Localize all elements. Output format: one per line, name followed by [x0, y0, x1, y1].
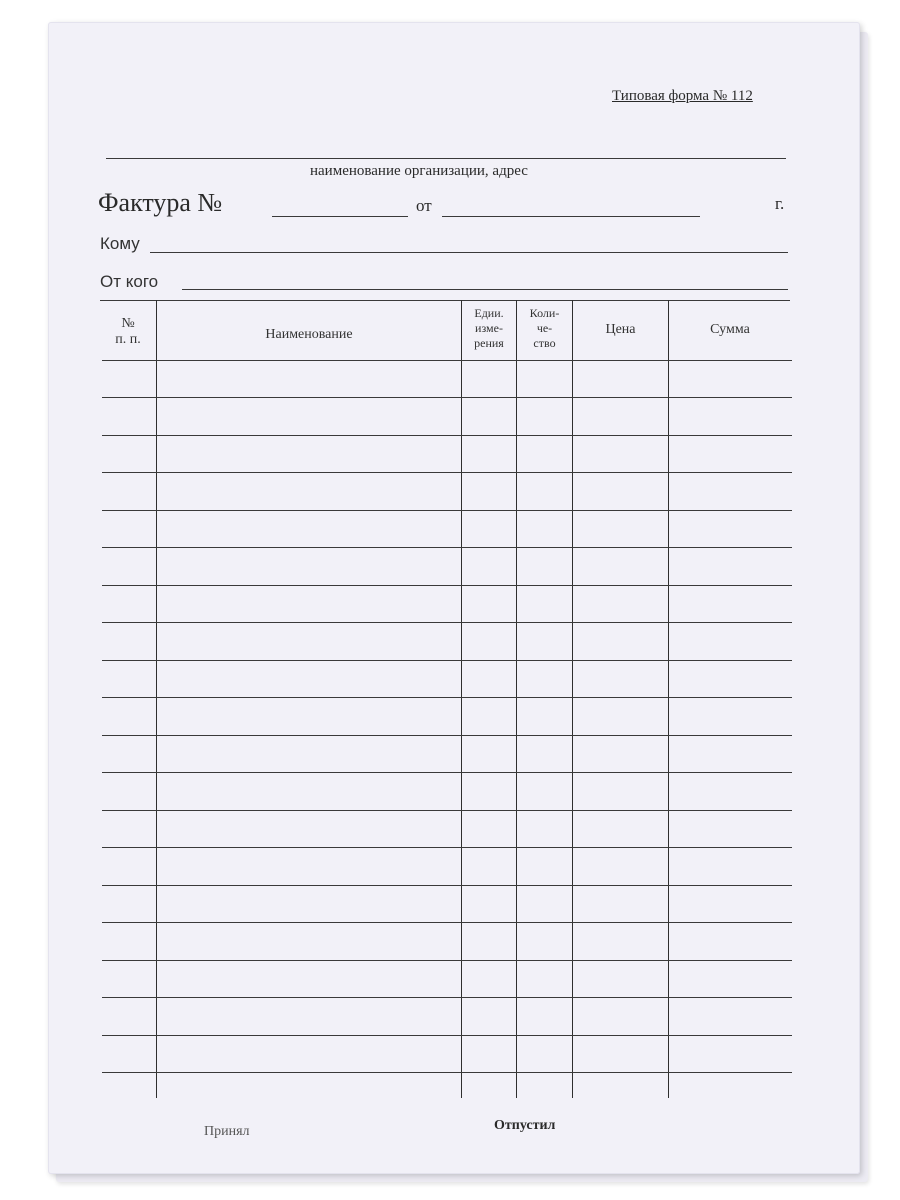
column-divider	[516, 300, 517, 1098]
header-sum-line: Сумма	[710, 322, 750, 337]
received-label: Принял	[204, 1124, 250, 1139]
table-row[interactable]	[102, 360, 792, 361]
column-divider	[668, 300, 669, 1098]
table-row[interactable]	[102, 472, 792, 473]
table-row[interactable]	[102, 510, 792, 511]
table-row[interactable]	[102, 435, 792, 436]
header-unit-line: Едии.	[474, 306, 504, 320]
header-name-line: Наименование	[265, 327, 353, 342]
header-price	[573, 322, 668, 338]
table-row[interactable]	[102, 697, 792, 698]
table-row[interactable]	[102, 772, 792, 773]
table-row[interactable]	[102, 547, 792, 548]
header-qty-line: Коли-	[529, 306, 560, 320]
table-row[interactable]	[102, 660, 792, 661]
invoice-number-line[interactable]	[272, 216, 408, 217]
from-field-line[interactable]	[182, 289, 788, 290]
header-sum	[669, 322, 791, 338]
invoice-title: Фактура №	[98, 188, 223, 217]
table-row[interactable]	[102, 622, 792, 623]
column-divider	[461, 300, 462, 1098]
header-num-line: №	[121, 316, 135, 331]
org-address-caption: наименование организации, адрес	[310, 163, 528, 179]
header-num	[102, 316, 154, 348]
header-unit-line: рения	[474, 336, 504, 350]
header-qty-line: ство	[533, 336, 556, 350]
header-num-line: п. п.	[115, 332, 141, 347]
table-row[interactable]	[102, 997, 792, 998]
table-row[interactable]	[102, 735, 792, 736]
header-qty	[517, 306, 572, 351]
invoice-date-line[interactable]	[442, 216, 700, 217]
header-price-line: Цена	[605, 322, 636, 337]
column-divider	[156, 300, 157, 1098]
form-number: Типовая форма № 112	[612, 88, 753, 104]
to-label: Кому	[100, 234, 140, 253]
table-row[interactable]	[102, 960, 792, 961]
from-label: От кого	[100, 272, 159, 291]
column-divider	[572, 300, 573, 1098]
date-from-label: от	[416, 196, 432, 215]
table-row[interactable]	[102, 585, 792, 586]
released-label: Отпустил	[494, 1118, 556, 1133]
table-row[interactable]	[102, 810, 792, 811]
year-suffix: г.	[775, 194, 785, 213]
table-row[interactable]	[102, 397, 792, 398]
header-unit-line: изме-	[475, 321, 503, 335]
table-top-border	[100, 300, 790, 301]
table-row[interactable]	[102, 922, 792, 923]
org-address-line	[106, 158, 786, 159]
to-field-line[interactable]	[150, 252, 788, 253]
header-qty-line: че-	[536, 321, 553, 335]
header-name	[158, 327, 460, 343]
table-row[interactable]	[102, 1035, 792, 1036]
table-row[interactable]	[102, 847, 792, 848]
table-row[interactable]	[102, 885, 792, 886]
header-unit	[462, 306, 516, 351]
table-row[interactable]	[102, 1072, 792, 1073]
